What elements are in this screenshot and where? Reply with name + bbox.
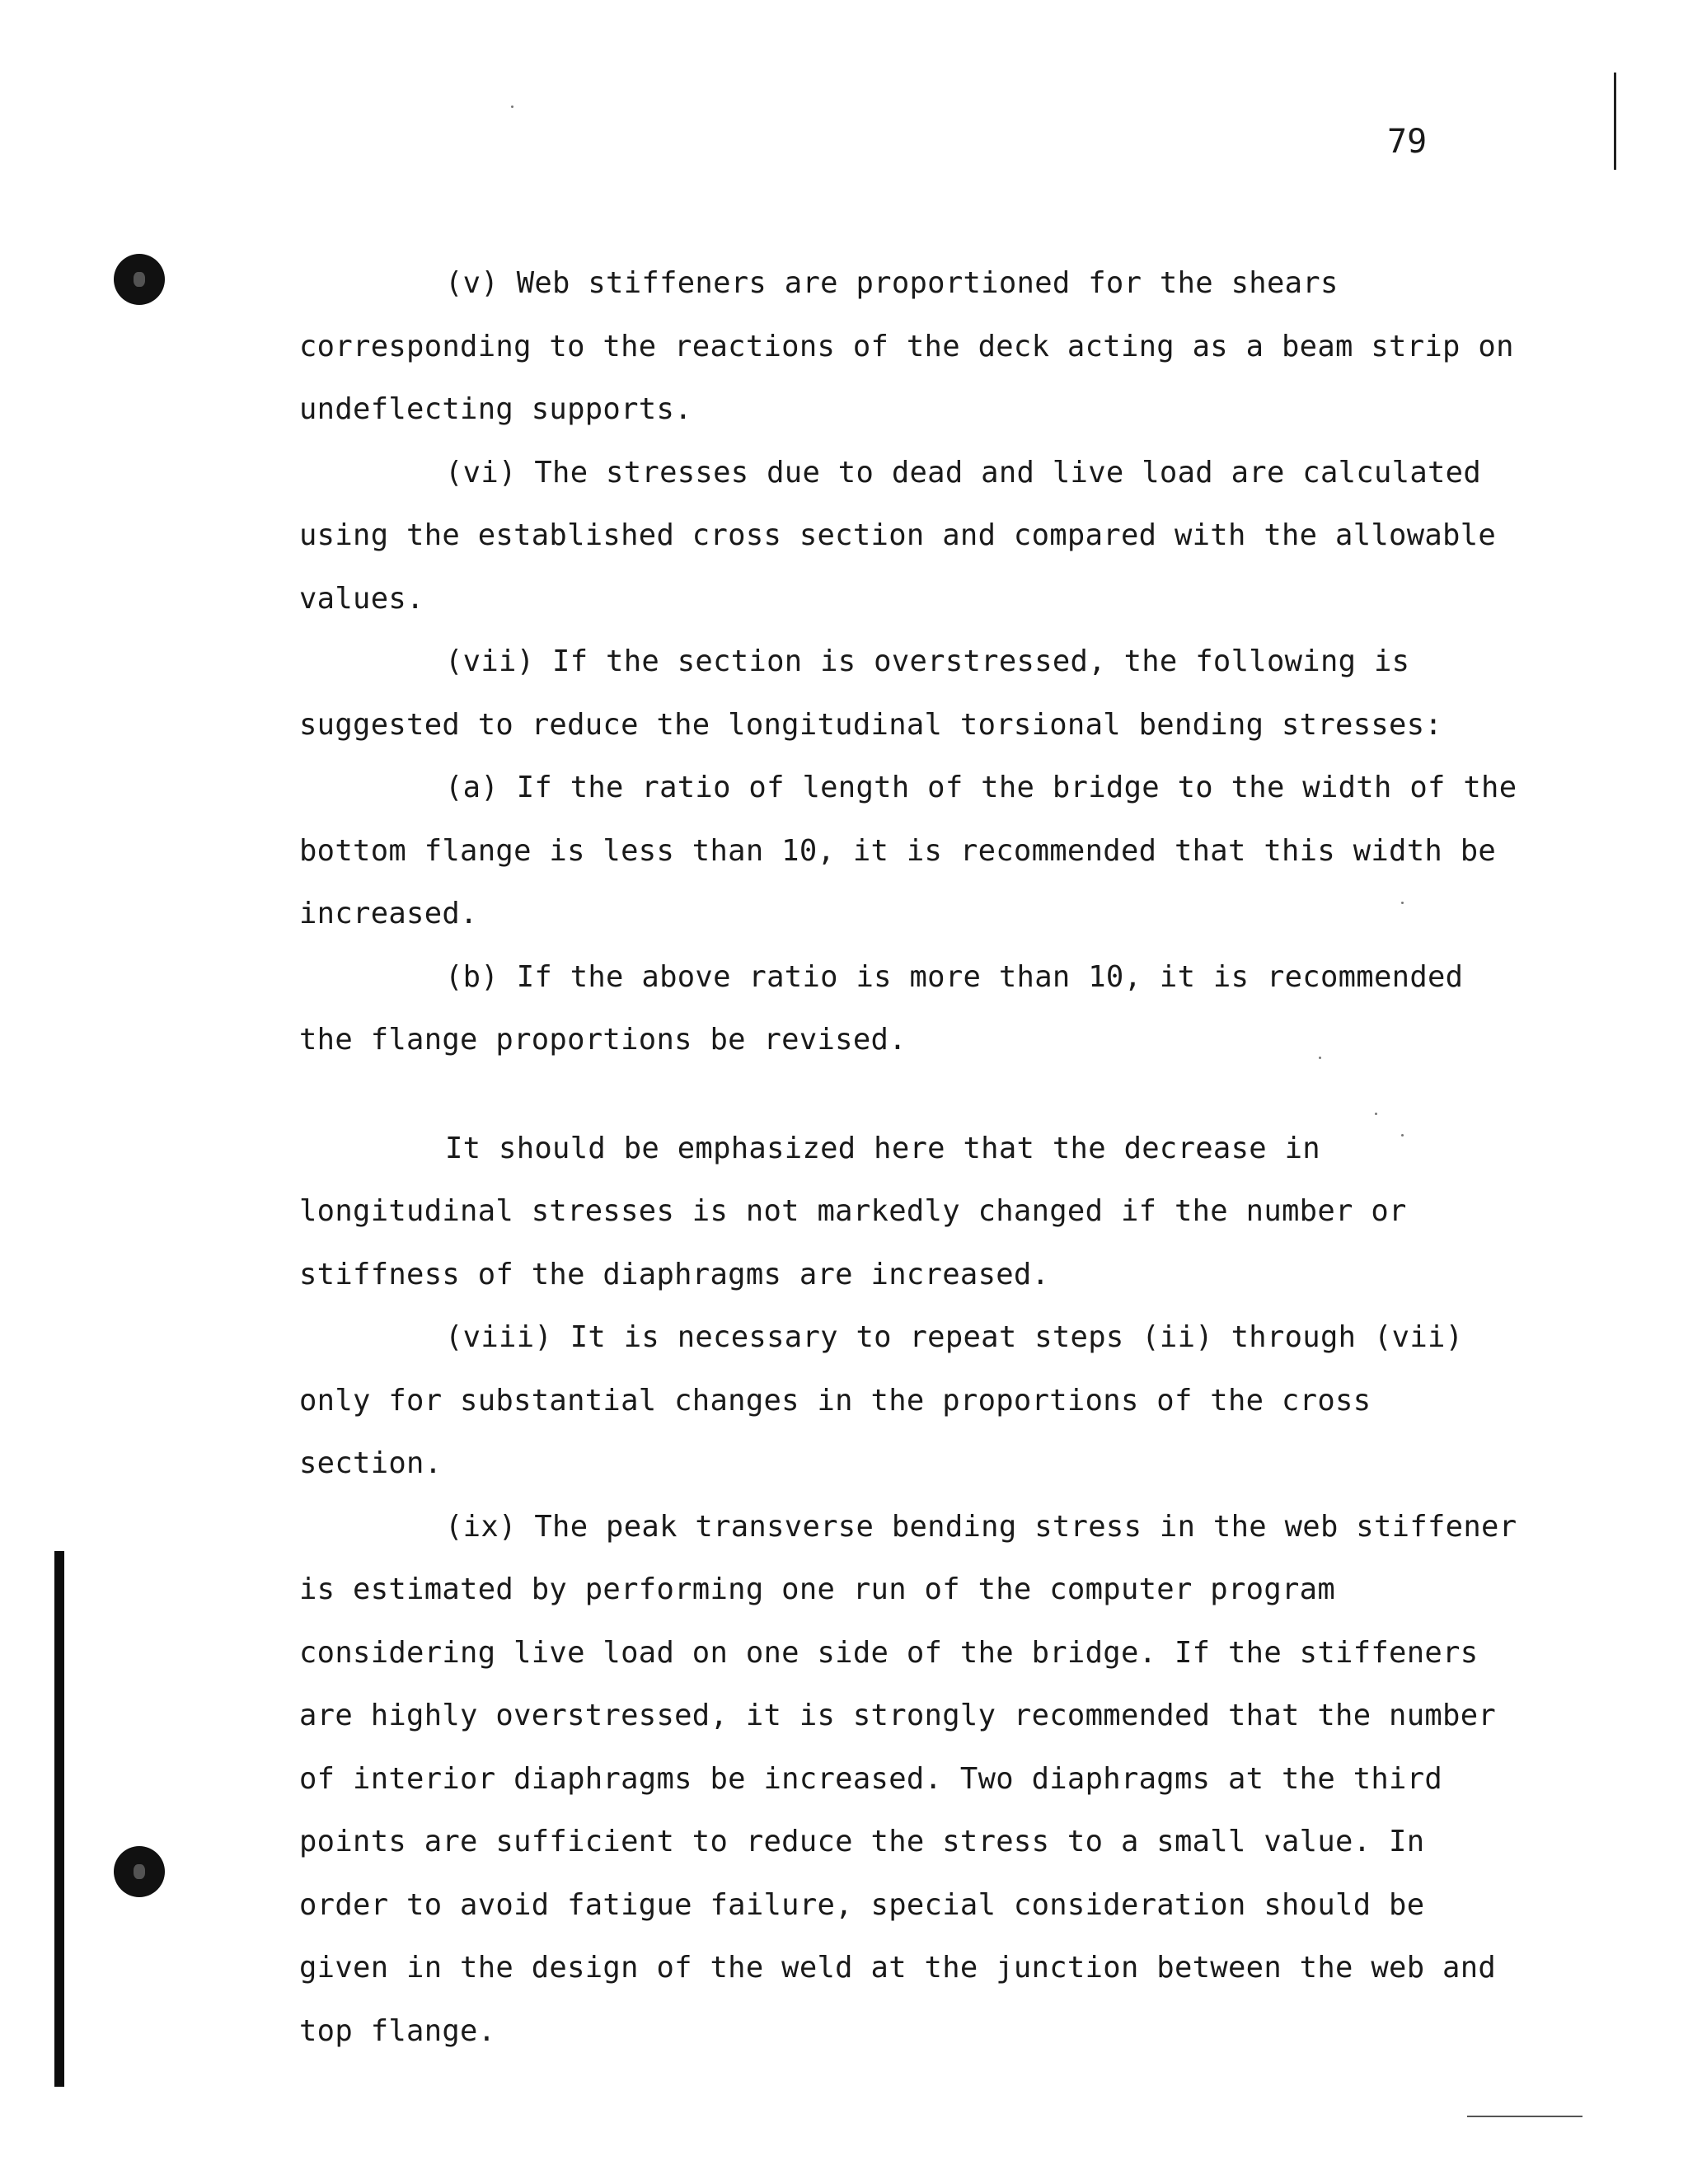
paragraph-step-v: (v) Web stiffeners are proportioned for the shears corresponding to the reactions of the deck acting as a beam strip on undeflecting supports.: [299, 266, 1514, 426]
scan-speck: [511, 105, 513, 108]
footer-rule: [1467, 2116, 1582, 2117]
paragraph-step-viii: (viii) It is necessary to repeat steps (ii) through (vii) only for substantial changes in the proportions of the cross section.: [299, 1320, 1464, 1480]
scan-speck: [1401, 1134, 1404, 1137]
scan-edge-line: [1614, 73, 1616, 170]
paragraph-emphasis-note: It should be emphasized here that the decrease in longitudinal stresses is not markedly changed if the number or stiffness of the diaphragms are increased.: [299, 1131, 1407, 1291]
paragraph-step-vii: (vii) If the section is overstressed, the following is suggested to reduce the longitudinal torsional bending stresses:: [299, 644, 1443, 742]
paragraph-step-ix: (ix) The peak transverse bending stress in the web stiffener is estimated by performing one run of the computer program considering live load on one side of the bridge. If the stiffeners are highly overstressed, it is strongly recommended that the number of interior diaphragms be increased. Two diaphragms at the third points are sufficient to reduce the stress to a small value. In order to avoid fatigue failure, special consideration should be given in the design of the weld at the junction between the web and top flange.: [299, 1509, 1517, 2048]
paragraph-step-vii-a: (a) If the ratio of length of the bridge to the width of the bottom flange is less than 10, it is recommended that this width be increased.: [299, 771, 1517, 930]
scan-speck: [1401, 902, 1404, 904]
page-number: 79: [1387, 123, 1428, 161]
scan-edge-bar: [54, 1551, 64, 2087]
body-text: [299, 252, 1519, 2063]
punch-hole-top: [114, 254, 165, 305]
scan-speck: [1319, 1057, 1321, 1059]
punch-hole-bottom: [114, 1846, 165, 1897]
paragraph-step-vii-b: (b) If the above ratio is more than 10, it is recommended the flange proportions be revised.: [299, 959, 1464, 1057]
scan-speck: [1375, 1113, 1377, 1115]
paragraph-step-vi: (vi) The stresses due to dead and live load are calculated using the established cross section and compared with the allowable values.: [299, 455, 1497, 616]
